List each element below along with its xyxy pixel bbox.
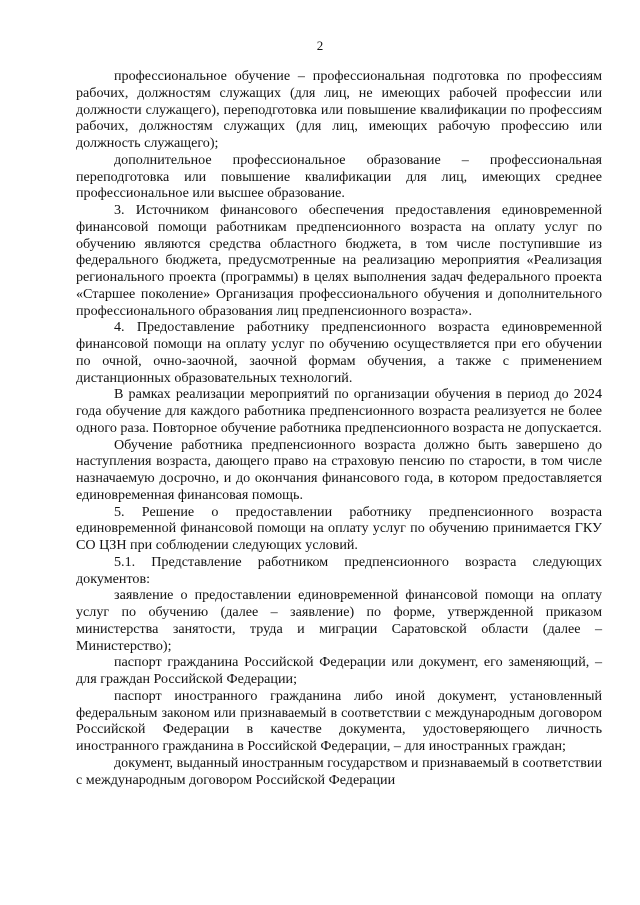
paragraph-clause-5-1: 5.1. Представление работником предпенсионного возраста следующих документов: <box>76 553 602 587</box>
paragraph-clause-4: 4. Предоставление работнику предпенсионного возраста единовременной финансовой помощи на оплату услуг по обучению осуществляется при его обучении по очной, очно-заочной, заочной формам обучения, а также с применением дистанционных образовательных технологий. <box>76 319 602 386</box>
paragraph-additional-education: дополнительное профессиональное образование – профессиональная переподготовка или повышение квалификации для лиц, имеющих среднее профессиональное или высшее образование. <box>76 151 602 202</box>
paragraph-vocational-training: профессиональное обучение – профессиональная подготовка по профессиям рабочих, должностям служащих (для лиц, не имеющих рабочей профессии или должности служащего), переподготовка или повышение квалификации по профессиям рабочих, должностям служащих (для лиц, имеющих рабочую профессию или должность служащего); <box>76 68 602 151</box>
paragraph-passport-foreign: паспорт иностранного гражданина либо иной документ, установленный федеральным законом или признаваемый в соответствии с международным договором Российской Федерации в качестве документа, удостоверяющего личность иностранного гражданина в Российской Федерации, – для иностранных граждан; <box>76 687 602 754</box>
paragraph-foreign-document: документ, выданный иностранным государством и признаваемый в соответствии с международным договором Российской Федерации <box>76 754 602 788</box>
paragraph-training-limit: В рамках реализации мероприятий по организации обучения в период до 2024 года обучение для каждого работника предпенсионного возраста реализуется не более одного раза. Повторное обучение работника предпенсионного возраста не допускается. <box>76 386 602 436</box>
paragraph-clause-3: 3. Источником финансового обеспечения предоставления единовременной финансовой помощи работникам предпенсионного возраста на оплату услуг по обучению являются средства областного бюджета, в том числе поступившие из федерального бюджета, предусмотренные на реализацию мероприятия «Реализация регионального проекта (программы) в целях выполнения задач федерального проекта «Старшее поколение» Организация профессионального обучения и дополнительного профессионального образования лиц предпенсионного возраста». <box>76 202 602 319</box>
page-number: 2 <box>316 38 324 53</box>
paragraph-passport-citizen: паспорт гражданина Российской Федерации или документ, его заменяющий, – для граждан Российской Федерации; <box>76 654 602 687</box>
paragraph-clause-5: 5. Решение о предоставлении работнику предпенсионного возраста единовременной финансовой помощи на оплату услуг по обучению принимается ГКУ СО ЦЗН при соблюдении следующих условий. <box>76 503 602 553</box>
document-body <box>76 68 602 788</box>
paragraph-training-completion: Обучение работника предпенсионного возраста должно быть завершено до наступления возраста, дающего право на страховую пенсию по старости, в том числе назначаемую досрочно, и до окончания финансового года, в котором предоставляется единовременная финансовая помощь. <box>76 436 602 503</box>
paragraph-application: заявление о предоставлении единовременной финансовой помощи на оплату услуг по обучению (далее – заявление) по форме, утвержденной приказом министерства занятости, труда и миграции Саратовской области (далее – Министерство); <box>76 587 602 654</box>
